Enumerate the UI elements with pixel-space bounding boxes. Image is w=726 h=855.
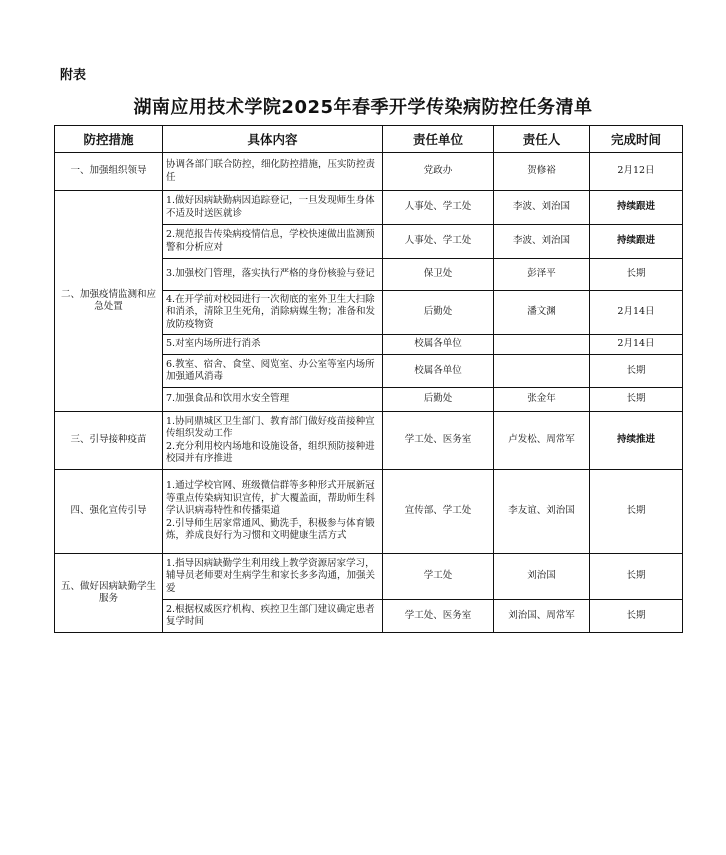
header-content: 具体内容 [163,126,383,153]
table-row [55,153,683,191]
table-row [55,554,683,600]
content-cell: 4.在开学前对校园进行一次彻底的室外卫生大扫除和消杀，清除卫生死角，消除病媒生物；准备和发放防疫物资 [163,291,383,335]
deadline-cell: 长期 [590,600,683,633]
content-cell: 1.指导因病缺勤学生利用线上教学资源居家学习，辅导员老师要对生病学生和家长多多沟通，加强关爱 [163,554,383,600]
unit-cell: 后勤处 [383,291,494,335]
content-cell: 6.教室、宿舍、食堂、阅览室、办公室等室内场所加强通风消毒 [163,355,383,388]
deadline-cell: 2月14日 [590,291,683,335]
unit-cell: 保卫处 [383,259,494,291]
content-cell: 协调各部门联合防控，细化防控措施，压实防控责任 [163,153,383,191]
person-cell: 刘治国、周常军 [494,600,590,633]
person-cell: 刘治国 [494,554,590,600]
deadline-cell: 持续跟进 [590,225,683,259]
unit-cell: 学工处、医务室 [383,600,494,633]
unit-cell: 校属各单位 [383,355,494,388]
task-table [54,125,683,633]
unit-cell: 党政办 [383,153,494,191]
person-cell: 李友谊、刘治国 [494,470,590,554]
deadline-cell: 持续跟进 [590,191,683,225]
measure-cell: 二、加强疫情监测和应急处置 [55,191,163,412]
person-cell: 张金年 [494,388,590,412]
person-cell: 李波、刘治国 [494,225,590,259]
header-unit: 责任单位 [383,126,494,153]
appendix-label: 附表 [60,68,87,83]
deadline-cell: 长期 [590,259,683,291]
deadline-cell: 长期 [590,355,683,388]
measure-cell: 五、做好因病缺勤学生服务 [55,554,163,633]
content-cell: 1.通过学校官网、班级微信群等多种形式开展新冠等重点传染病知识宣传，扩大覆盖面，帮助师生科学认识病毒特性和传播渠道 2.引导师生居家常通风、勤洗手，积极参与体育锻炼，养成良好行为习惯和文明健康生活方式 [163,470,383,554]
deadline-cell: 持续推进 [590,412,683,470]
deadline-cell: 长期 [590,470,683,554]
unit-cell: 学工处、医务室 [383,412,494,470]
measure-cell: 一、加强组织领导 [55,153,163,191]
page-title: 湖南应用技术学院2025年春季开学传染病防控任务清单 [133,97,593,118]
content-cell: 1.做好因病缺勤病因追踪登记，一旦发现师生身体不适及时送医就诊 [163,191,383,225]
unit-cell: 校属各单位 [383,335,494,355]
person-cell [494,335,590,355]
person-cell [494,355,590,388]
deadline-cell: 2月14日 [590,335,683,355]
header-deadline: 完成时间 [590,126,683,153]
table-row [55,412,683,470]
measure-cell: 四、强化宣传引导 [55,470,163,554]
deadline-cell: 长期 [590,388,683,412]
content-cell: 3.加强校门管理，落实执行严格的身份核验与登记 [163,259,383,291]
deadline-cell: 长期 [590,554,683,600]
unit-cell: 学工处 [383,554,494,600]
unit-cell: 人事处、学工处 [383,191,494,225]
person-cell: 卢发松、周常军 [494,412,590,470]
measure-cell: 三、引导接种疫苗 [55,412,163,470]
table-row [55,191,683,225]
table-header-row [55,126,683,153]
person-cell: 潘文渊 [494,291,590,335]
unit-cell: 后勤处 [383,388,494,412]
header-person: 责任人 [494,126,590,153]
person-cell: 彭泽平 [494,259,590,291]
content-cell: 5.对室内场所进行消杀 [163,335,383,355]
content-cell: 1.协同鼎城区卫生部门、教育部门做好疫苗接种宣传组织发动工作 2.充分利用校内场地和设施设备，组织预防接种进校园并有序推进 [163,412,383,470]
content-cell: 2.根据权威医疗机构、疾控卫生部门建议确定患者复学时间 [163,600,383,633]
content-cell: 2.规范报告传染病疫情信息，学校快速做出监测预警和分析应对 [163,225,383,259]
person-cell: 贺修裕 [494,153,590,191]
content-cell: 7.加强食品和饮用水安全管理 [163,388,383,412]
table-row [55,470,683,554]
header-measure: 防控措施 [55,126,163,153]
unit-cell: 宣传部、学工处 [383,470,494,554]
person-cell: 李波、刘治国 [494,191,590,225]
deadline-cell: 2月12日 [590,153,683,191]
unit-cell: 人事处、学工处 [383,225,494,259]
